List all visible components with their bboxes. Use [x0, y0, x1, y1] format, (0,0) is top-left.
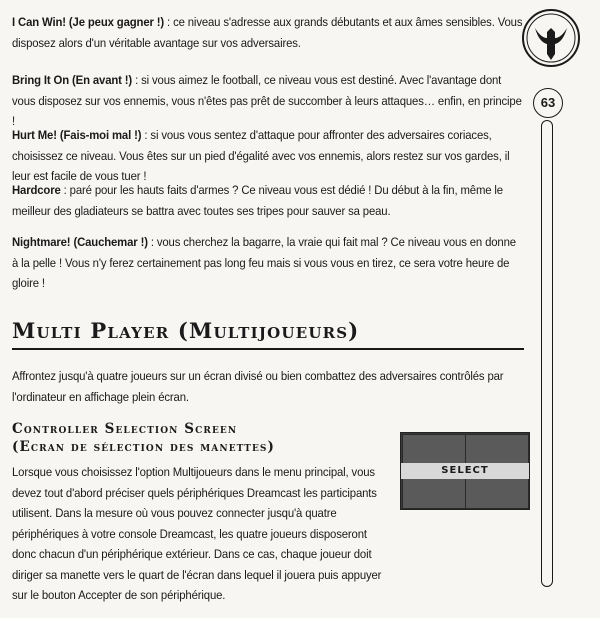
subsection-title-line1: Controller Selection Screen	[12, 421, 238, 437]
difficulty-label: Hardcore	[12, 183, 61, 197]
difficulty-text: : si vous aimez le football, ce niveau vous est destiné. Avec l'avantage dont vous disposez sur vos ennemis, vous n'êtes pas prêt de succomber à leurs attaques… enfin, en principe !	[12, 73, 522, 128]
difficulty-item	[12, 232, 524, 294]
section-title: Multi Player (Multijoueurs)	[12, 318, 360, 343]
difficulty-text: : vous cherchez la bagarre, la vraie qui fait mal ? Ce niveau vous en donne à la pelle ! Vous n'y ferez certainement pas long feu mais si vous vous en tirez, ce sera votre heure de gloire !	[12, 235, 516, 290]
difficulty-item	[12, 125, 524, 187]
quake-logo-icon	[521, 8, 581, 68]
difficulty-label: I Can Win! (Je peux gagner !)	[12, 15, 165, 29]
subsection-title	[12, 420, 275, 456]
page-number: 63	[533, 88, 563, 118]
difficulty-item	[12, 70, 524, 132]
multiplayer-intro	[12, 366, 524, 407]
section-divider	[12, 348, 524, 350]
controller-select-screenshot	[400, 432, 530, 510]
multiplayer-intro-text: Affrontez jusqu'à quatre joueurs sur un écran divisé ou bien combattez des adversaires contrôlés par l'ordinateur en affichage plein écran.	[12, 369, 504, 404]
screenshot-caption: SELECT	[401, 463, 529, 479]
difficulty-text: : paré pour les hauts faits d'armes ? Ce niveau vous est dédié ! Du début à la fin, même le meilleur des gladiateurs se battra avec toutes ses tripes pour sauver sa peau.	[12, 183, 503, 218]
difficulty-label: Hurt Me! (Fais-moi mal !)	[12, 128, 142, 142]
difficulty-text: : ce niveau s'adresse aux grands débutants et aux âmes sensibles. Vous disposez alors d'un véritable avantage sur vos adversaires.	[12, 15, 523, 50]
difficulty-label: Nightmare! (Cauchemar !)	[12, 235, 148, 249]
controller-selection-body	[12, 462, 392, 606]
subsection-title-line2: (Ecran de sélection des manettes)	[12, 439, 275, 455]
difficulty-text: : si vous vous sentez d'attaque pour affronter des adversaires coriaces, choisissez ce niveau. Vous êtes sur un pied d'égalité avec vos ennemis, alors restez sur vos gardes, il leur est facile de vous tuer !	[12, 128, 510, 183]
sidebar-rail	[541, 120, 553, 587]
difficulty-item	[12, 12, 524, 53]
controller-selection-text: Lorsque vous choisissez l'option Multijoueurs dans le menu principal, vous devez tout d'abord préciser quels périphériques Dreamcast les participants utilisent. Dans la mesure où vous pouvez connecter jusqu'à quatre périphériques à votre console Dreamcast, les quatre joueurs disposeront donc chacun d'un périphérique extérieur. Dans ce cas, chaque joueur doit diriger sa manette vers le quart de l'écran dans lequel il jouera puis appuyer sur le bouton Accepter de son périphérique.	[12, 465, 382, 602]
difficulty-item	[12, 180, 524, 221]
difficulty-label: Bring It On (En avant !)	[12, 73, 133, 87]
